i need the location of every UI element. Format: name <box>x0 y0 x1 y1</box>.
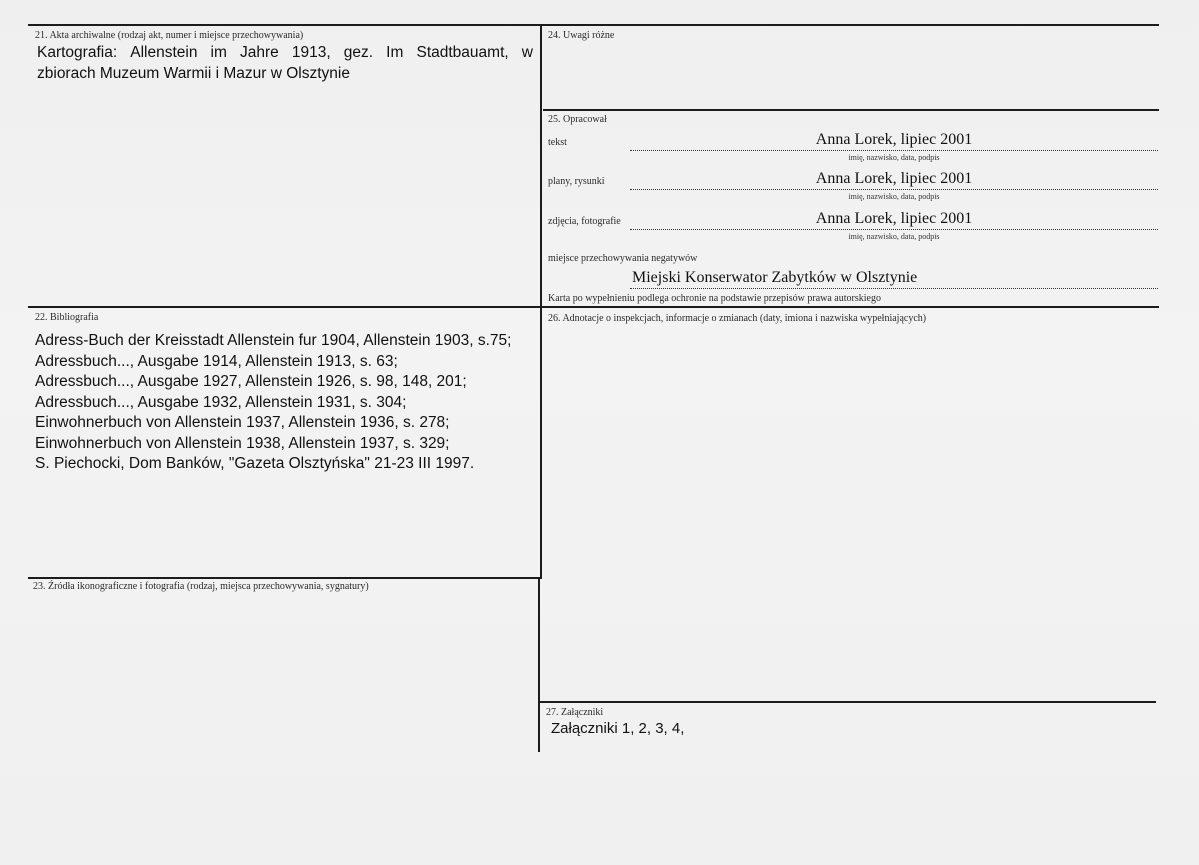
section-22-label: 22. Bibliografia <box>35 312 99 323</box>
bibliography-entry: S. Piechocki, Dom Banków, "Gazeta Olsztyńska" 21-23 III 1997. <box>35 455 475 472</box>
rule-middle <box>28 306 1159 308</box>
word: Allenstein <box>130 44 198 61</box>
top-rule <box>28 24 1159 26</box>
section-21-label: 21. Akta archiwalne (rodzaj akt, numer i miejsce przechowywania) <box>35 30 304 41</box>
plans-author-caption: imię, nazwisko, data, podpis <box>848 192 940 201</box>
center-divider-lower <box>538 579 540 752</box>
copyright-note: Karta po wypełnieniu podlega ochronie na podstawie przepisów prawa autorskiego <box>548 293 881 304</box>
negatives-value: Miejski Konserwator Zabytków w Olsztynie <box>632 269 918 286</box>
section-21-line1 <box>37 42 533 63</box>
word: gez. <box>343 44 374 61</box>
photos-author-line <box>630 229 1158 230</box>
section-23-label: 23. Źródła ikonograficzne i fotografia (rodzaj, miejsca przechowywania, sygnatury) <box>33 581 369 592</box>
word: Jahre <box>240 44 279 61</box>
photos-author-caption: imię, nazwisko, data, podpis <box>848 232 940 241</box>
bibliography-entry: Einwohnerbuch von Allenstein 1938, Allenstein 1937, s. 329; <box>35 434 450 452</box>
text-author-label: tekst <box>548 137 567 148</box>
plans-author-value: Anna Lorek, lipiec 2001 <box>815 170 973 187</box>
bibliography-entry: Adressbuch..., Ausgabe 1932, Allenstein 1931, s. 304; <box>35 393 407 411</box>
section-25-label: 25. Opracował <box>548 114 607 125</box>
bibliography-entry: Adressbuch..., Ausgabe 1914, Allenstein 1913, s. 63; <box>35 352 398 370</box>
text-author-value: Anna Lorek, lipiec 2001 <box>815 131 973 148</box>
rule-26-27 <box>540 701 1156 703</box>
plans-author-label: plany, rysunki <box>548 176 605 187</box>
word: im <box>210 44 227 61</box>
bibliography-entry: Einwohnerbuch von Allenstein 1937, Allenstein 1936, s. 278; <box>35 414 450 431</box>
word: Im <box>386 44 404 61</box>
attachments-value: Załączniki 1, 2, 3, 4, <box>551 720 685 737</box>
word: Stadtbauamt, <box>416 44 509 61</box>
rule-22-23 <box>28 577 540 579</box>
word: 1913, <box>291 44 331 61</box>
rule-24-25 <box>543 109 1159 111</box>
bibliography-entry: Adressbuch..., Ausgabe 1927, Allenstein 1926, s. 98, 148, 201; <box>35 373 467 390</box>
text-author-caption: imię, nazwisko, data, podpis <box>848 153 940 162</box>
word: w <box>521 44 533 61</box>
negatives-label: miejsce przechowywania negatywów <box>548 253 698 264</box>
bibliography-entry: Adress-Buch der Kreisstadt Allenstein fur 1904, Allenstein 1903, s.75; <box>35 332 512 349</box>
section-21-text <box>37 42 533 84</box>
negatives-line <box>630 288 1158 289</box>
photos-author-label: zdjęcia, fotografie <box>548 216 621 227</box>
bibliography-list <box>35 331 535 475</box>
section-24-label: 24. Uwagi różne <box>548 30 615 41</box>
text-author-line <box>630 150 1158 151</box>
section-27-label: 27. Załączniki <box>546 707 604 718</box>
section-21-line2: zbiorach Muzeum Warmii i Mazur w Olsztynie <box>37 65 350 82</box>
plans-author-line <box>630 189 1158 190</box>
center-divider-upper <box>540 24 542 579</box>
photos-author-value: Anna Lorek, lipiec 2001 <box>815 210 973 227</box>
word: Kartografia: <box>37 44 118 61</box>
section-26-label: 26. Adnotacje o inspekcjach, informacje o zmianach (daty, imiona i nazwiska wypełniających) <box>548 313 927 324</box>
